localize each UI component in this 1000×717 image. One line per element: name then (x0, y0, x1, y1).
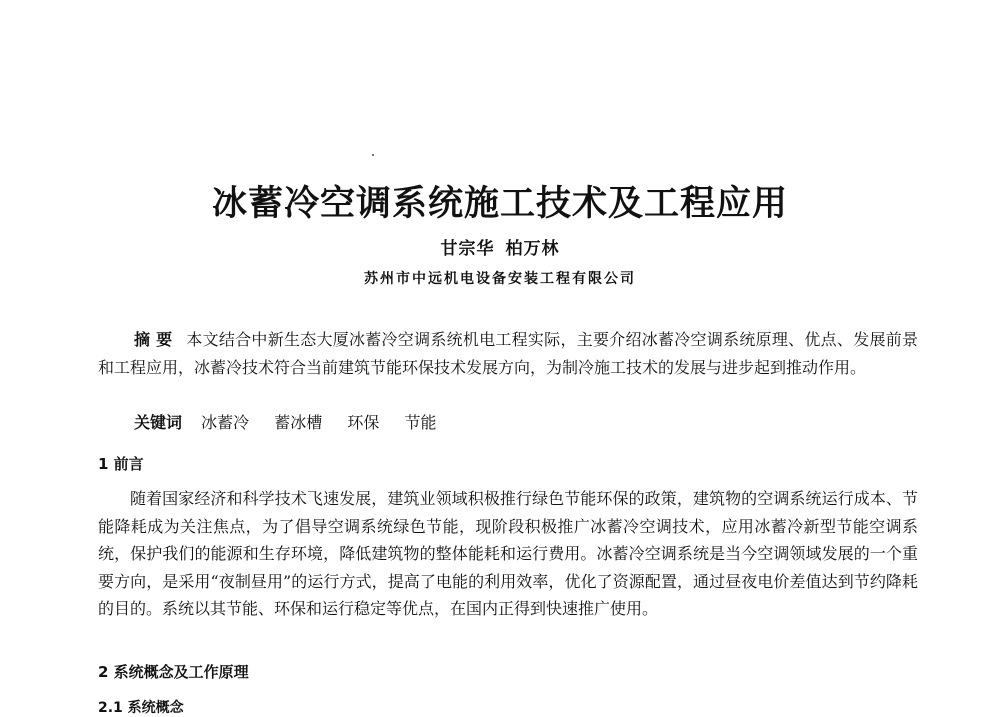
keyword: 环保 (347, 413, 380, 432)
author-names: 甘宗华 柏万林 (440, 239, 560, 259)
author-affiliation: 苏州市中远机电设备安装工程有限公司 (364, 271, 636, 287)
subsection-heading: 2.1 系统概念 (98, 700, 184, 716)
intro-paragraph: 随着国家经济和科学技术飞速发展，建筑业领域积极推行绿色节能环保的政策，建筑物的空调系统运行成本、节能降耗成为关注焦点，为了倡导空调系统绿色节能，现阶段积极推广冰蓄冷空调技术，应用冰蓄冷新型节能空调系统，保护我们的能源和生存环境，降低建筑物的整体能耗和运行费用。冰蓄冷空调系统是当今空调领域发展的一个重要方向，是采用“夜制昼用”的运行方式，提高了电能的利用效率，优化了资源配置，通过昼夜电价差值达到节约降耗的目的。系统以其节能、环保和运行稳定等优点，在国内正得到快速推广使用。 (98, 489, 918, 618)
section-heading-intro: 1 前言 (98, 455, 144, 473)
keywords-line (98, 409, 954, 437)
keyword: 冰蓄冷 (201, 413, 250, 432)
section-heading-concept: 2 系统概念及工作原理 (98, 663, 249, 681)
abstract-text: 本文结合中新生态大厦冰蓄冷空调系统机电工程实际，主要介绍冰蓄冷空调系统原理、优点、发展前景和工程应用，冰蓄冷技术符合当前建筑节能环保技术发展方向，为制冷施工技术的发展与进步起到推动作用。 (98, 330, 918, 377)
keyword: 蓄冰槽 (274, 413, 323, 432)
abstract-label: 摘 要 (134, 330, 173, 349)
keywords-label: 关键词 (134, 413, 183, 432)
keyword: 节能 (404, 413, 437, 432)
scan-speck (372, 154, 374, 156)
paper-title: 冰蓄冷空调系统施工技术及工程应用 (211, 184, 788, 224)
abstract-paragraph (98, 326, 918, 381)
